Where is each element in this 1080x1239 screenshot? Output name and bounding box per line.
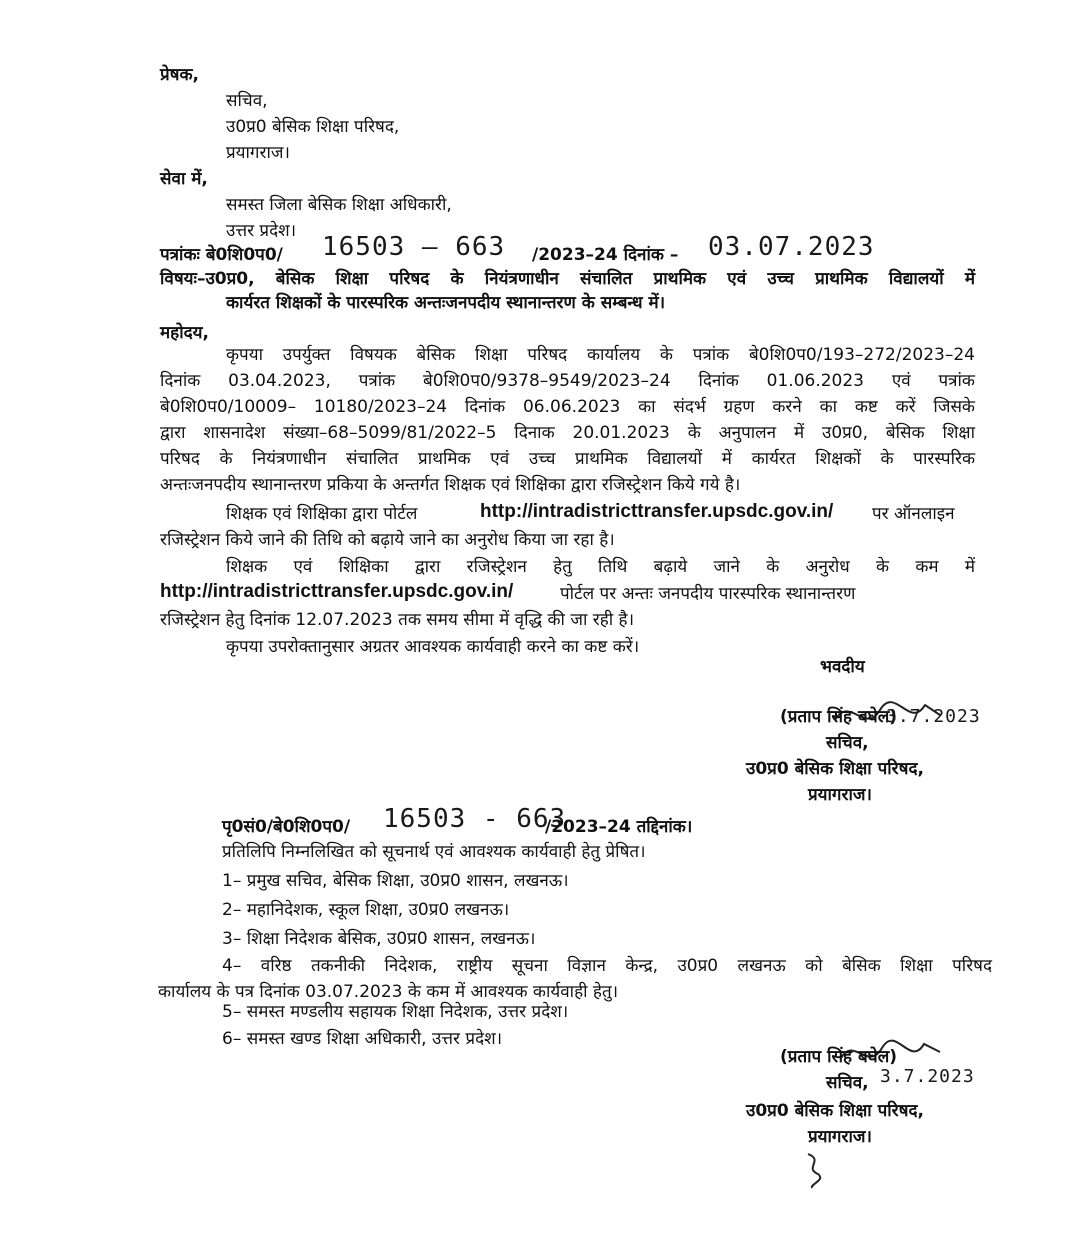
signatory-city-1: प्रयागराज। [808, 785, 872, 805]
closing: भवदीय [820, 657, 865, 677]
endorsement-suffix: /2023–24 तद्दिनांक। [545, 817, 693, 837]
copy-item-1: 1– प्रमुख सचिव, बेसिक शिक्षा, उ0प्र0 शासन, लखनऊ। [222, 871, 569, 891]
para3-line-3: रजिस्ट्रेशन हेतु दिनांक 12.07.2023 तक समय सीमा में वृद्धि की जा रही है। [160, 610, 635, 630]
para1-line-1: कृपया उपर्युक्त विषयक बेसिक शिक्षा परिषद कार्यालय के पत्रांक बे0शि0प0/193–272/2023–24 [226, 345, 975, 365]
copy-item-2: 2– महानिदेशक, स्कूल शिक्षा, उ0प्र0 लखनऊ। [222, 900, 510, 920]
para1-line-3: बे0शि0प0/10009– 10180/2023–24 दिनांक 06.06.2023 का संदर्भ ग्रहण करने का कष्ट करें जिसके [160, 397, 975, 417]
signatory-name-2: (प्रताप सिंह बघेल) [780, 1047, 897, 1067]
para3-line-1: शिक्षक एवं शिक्षिका द्वारा रजिस्ट्रेशन हेतु तिथि बढ़ाये जाने के अनुरोध के कम में [226, 557, 975, 577]
para1-line-6: अन्तःजनपदीय स्थानान्तरण प्रकिया के अन्तर्गत शिक्षक एवं शिक्षिका द्वारा रजिस्ट्रेशन किये गये है। [160, 475, 741, 495]
subject-line-1: विषयः–उ0प्र0, बेसिक शिक्षा परिषद के नियंत्रणाधीन संचालित प्राथमिक एवं उच्च प्राथमिक विद्यालयों में [160, 269, 975, 289]
signatory-city-2: प्रयागराज। [808, 1127, 872, 1147]
portal-url-link[interactable]: http://intradistricttransfer.upsdc.gov.in/ [480, 501, 834, 522]
salutation: महोदय, [160, 323, 209, 343]
handwritten-signature-date-2: 3.7.2023 [880, 1066, 975, 1087]
portal-url-link-2[interactable]: http://intradistricttransfer.upsdc.gov.in/ [160, 581, 514, 602]
handwritten-letter-date: 03.07.2023 [708, 232, 875, 262]
signatory-name-1: (प्रताप सिंह बघेल) [780, 707, 897, 727]
copy-item-3: 3– शिक्षा निदेशक बेसिक, उ0प्र0 शासन, लखनऊ। [222, 929, 536, 949]
copy-item-4-cont: कार्यालय के पत्र दिनांक 03.07.2023 के कम में आवश्यक कार्यवाही हेतु। [158, 982, 619, 1002]
recipient-line-1: समस्त जिला बेसिक शिक्षा अधिकारी, [226, 195, 452, 215]
para1-line-2: दिनांक 03.04.2023, पत्रांक बे0शि0प0/9378–9549/2023–24 दिनांक 01.06.2023 एवं पत्रांक [160, 371, 975, 391]
copy-item-4: 4– वरिष्ठ तकनीकी निदेशक, राष्ट्रीय सूचना विज्ञान केन्द्र, उ0प्र0 लखनऊ को बेसिक शिक्षा परिषद [222, 956, 992, 976]
endorsement-intro: प्रतिलिपि निम्नलिखित को सूचनार्थ एवं आवश्यक कार्यवाही हेतु प्रेषित। [222, 842, 646, 862]
para2-line-2: रजिस्ट्रेशन किये जाने की तिथि को बढ़ाये जाने का अनुरोध किया जा रहा है। [160, 530, 615, 550]
para1-line-4: द्वारा शासनादेश संख्या–68–5099/81/2022–5 दिनाक 20.01.2023 के अनुपालन में उ0प्र0, बेसिक शिक्षा [160, 423, 975, 443]
para2-line-1-pre: शिक्षक एवं शिक्षिका द्वारा पोर्टल [226, 504, 418, 524]
signatory-title-1: सचिव, [826, 733, 869, 753]
para1-line-5: परिषद के नियंत्रणाधीन संचालित प्राथमिक एवं उच्च प्राथमिक विद्यालयों में कार्यरत शिक्षकों के पारस्परिक [160, 449, 975, 469]
signature-tail-2 [800, 1150, 830, 1190]
recipient-line-2: उत्तर प्रदेश। [226, 221, 297, 241]
signatory-title-2: सचिव, [826, 1073, 869, 1093]
subject-line-2: कार्यरत शिक्षकों के पारस्परिक अन्तःजनपदीय स्थानान्तरण के सम्बन्ध में। [226, 293, 666, 313]
sender-line-2: उ0प्र0 बेसिक शिक्षा परिषद, [226, 117, 400, 137]
letter-ref-suffix: /2023–24 दिनांक – [532, 245, 679, 265]
sender-line-1: सचिव, [226, 91, 268, 111]
handwritten-letter-number: 16503 — 663 [322, 232, 506, 262]
para2-line-1-post: पर ऑनलाइन [872, 504, 955, 524]
copy-item-5: 5– समस्त मण्डलीय सहायक शिक्षा निदेशक, उत्तर प्रदेश। [222, 1002, 569, 1022]
handwritten-signature-date-1: 3.7.2023 [886, 706, 981, 727]
signatory-org-1: उ0प्र0 बेसिक शिक्षा परिषद, [746, 759, 924, 779]
para4: कृपया उपरोक्तानुसार अग्रतर आवश्यक कार्यवाही करने का कष्ट करें। [226, 637, 640, 657]
sender-heading: प्रेषक, [160, 65, 200, 85]
sender-line-3: प्रयागराज। [226, 143, 290, 163]
letter-ref-prefix: पत्रांकः बे0शि0प0/ [160, 245, 283, 265]
signatory-org-2: उ0प्र0 बेसिक शिक्षा परिषद, [746, 1101, 924, 1121]
endorsement-prefix: पृ0सं0/बे0शि0प0/ [222, 817, 351, 837]
copy-item-6: 6– समस्त खण्ड शिक्षा अधिकारी, उत्तर प्रदेश। [222, 1029, 503, 1049]
recipient-heading: सेवा में, [160, 169, 208, 189]
para3-line-2-post: पोर्टल पर अन्तः जनपदीय पारस्परिक स्थानान्तरण [560, 584, 856, 604]
handwritten-endorsement-number: 16503 - 663 [383, 804, 567, 834]
